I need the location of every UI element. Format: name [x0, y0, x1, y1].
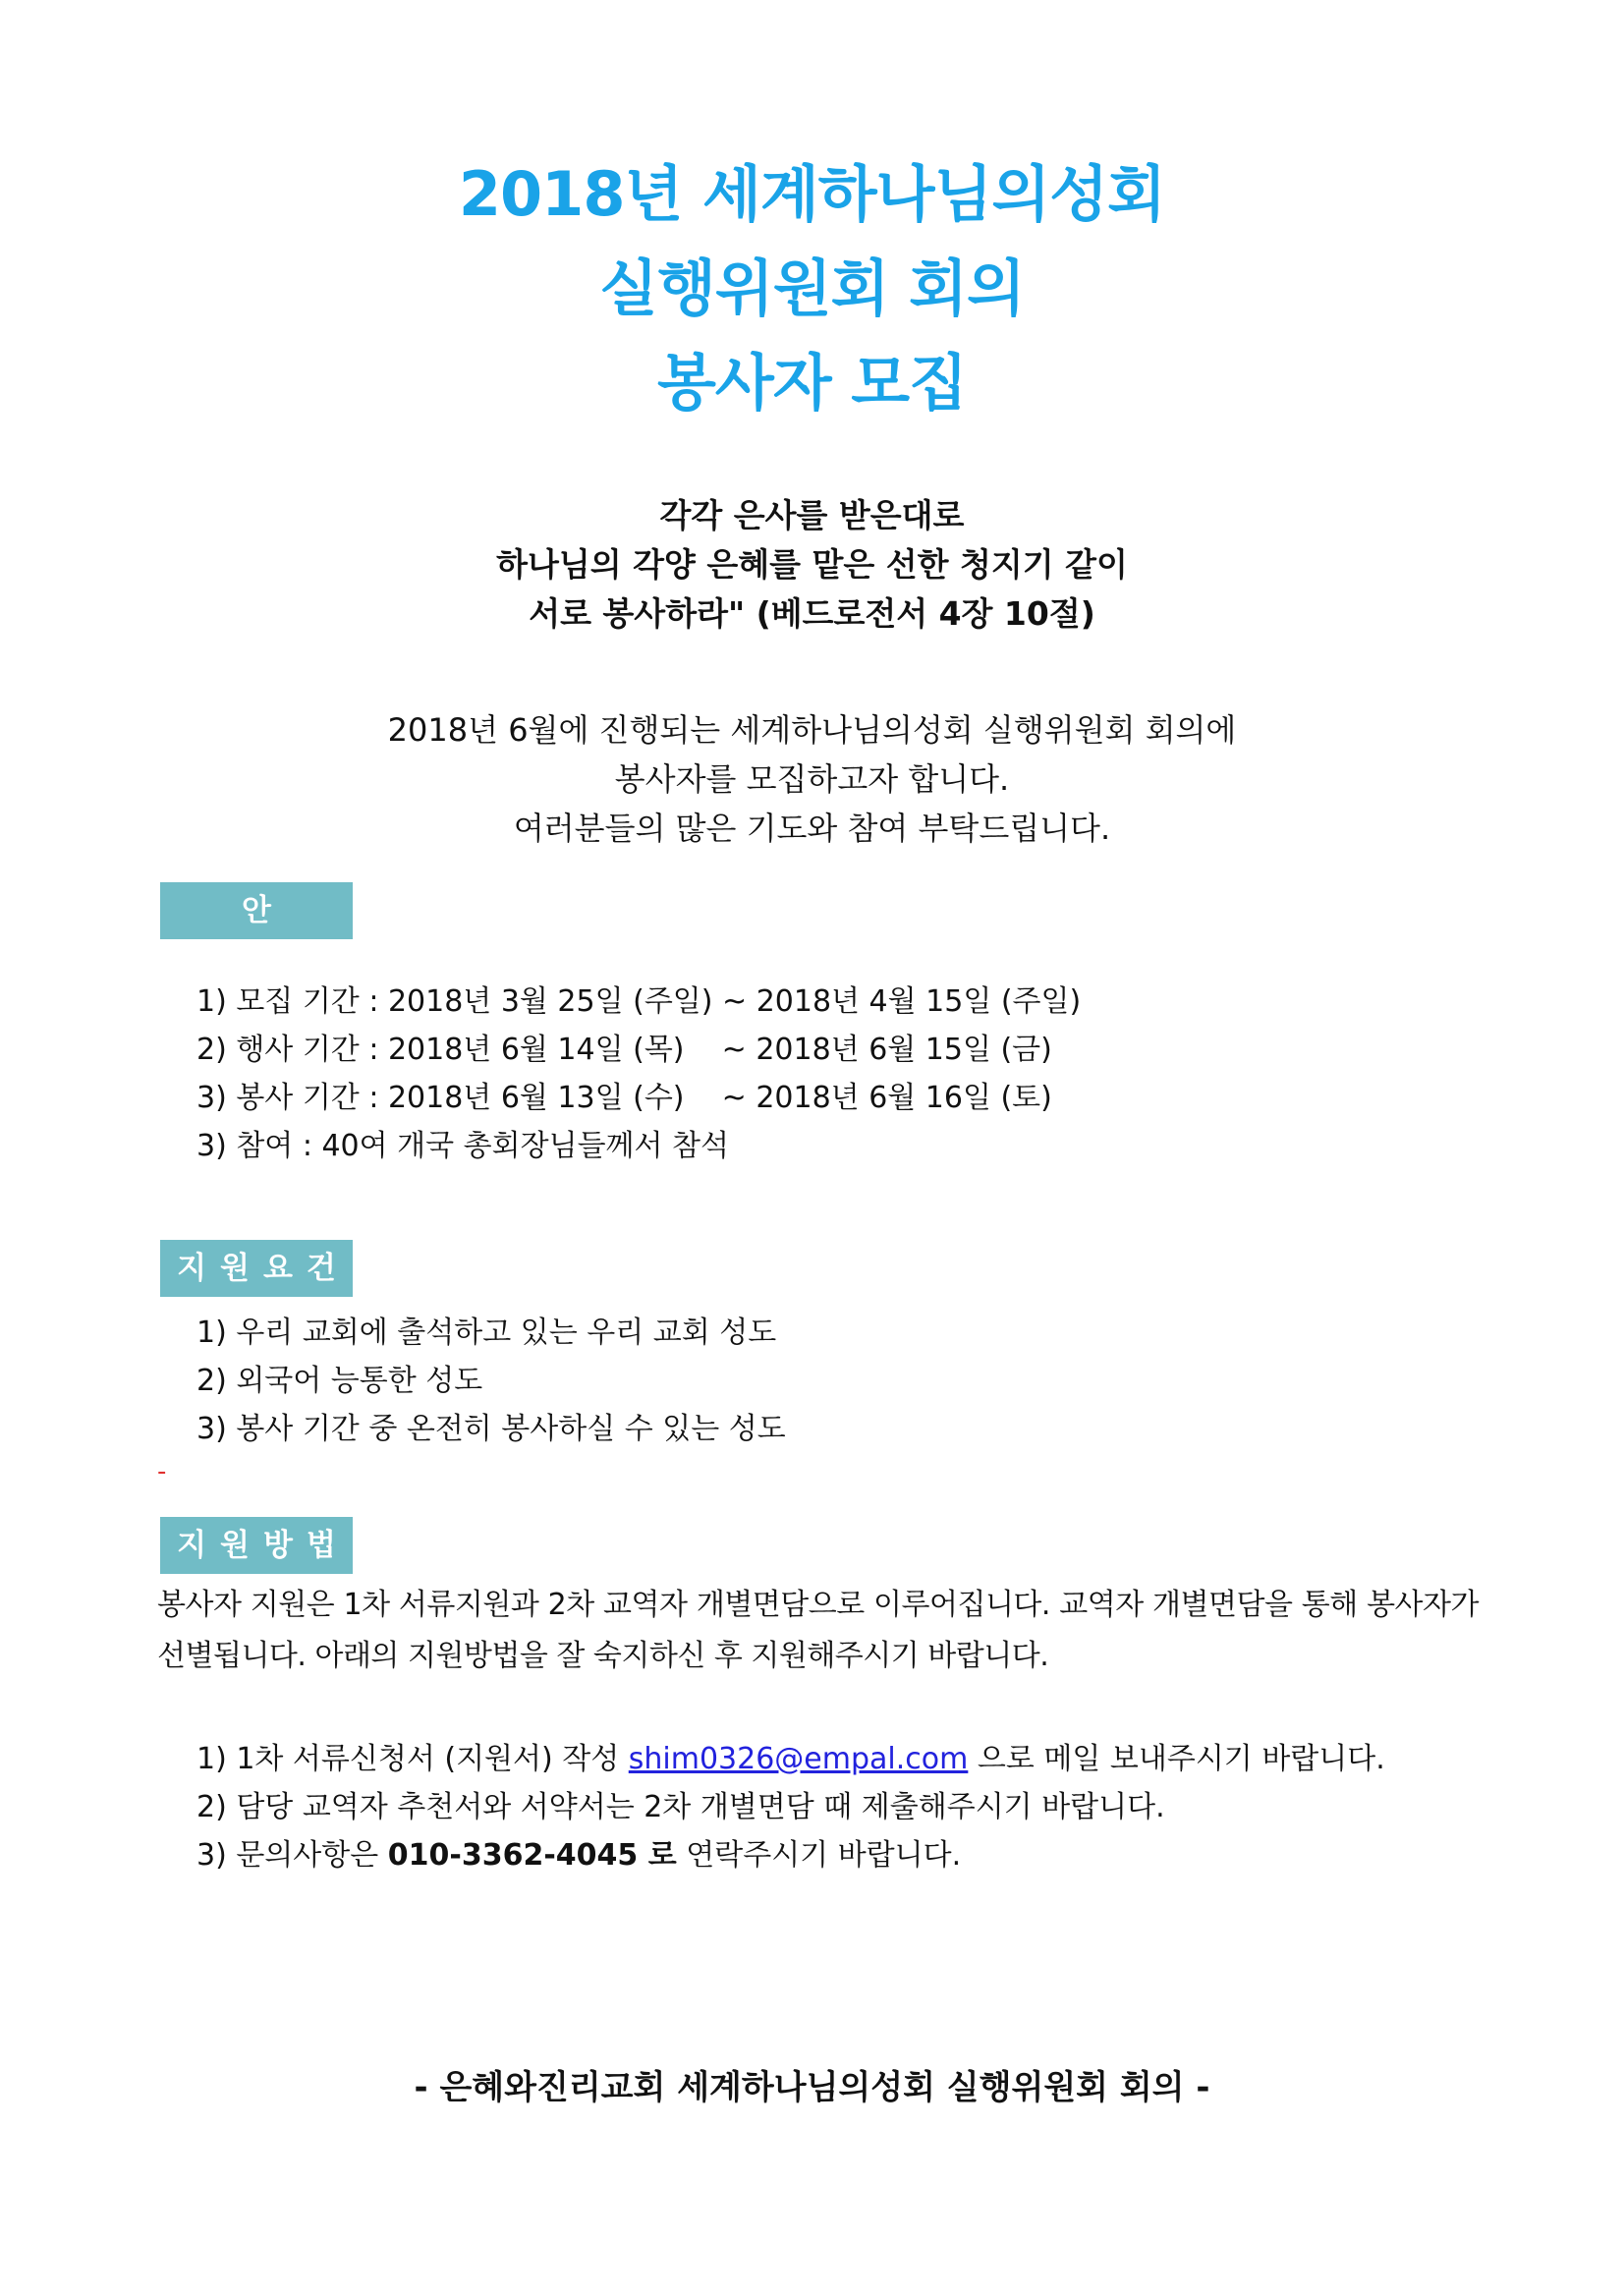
title-line-3: 봉사자 모집: [656, 347, 968, 419]
method-section-label: 지원방법: [160, 1517, 353, 1574]
title-line-1: 2018년 세계하나님의성회: [458, 158, 1166, 230]
page-title: [0, 147, 1624, 430]
method-item-1-suffix: 으로 메일 보내주시기 바랍니다.: [968, 1742, 1385, 1776]
intro-line-3: 여러분들의 많은 기도와 참여 부탁드립니다.: [513, 810, 1111, 847]
list-item: 3) 봉사 기간 중 온전히 봉사하실 수 있는 성도: [196, 1412, 786, 1446]
requirements-list: [196, 1309, 786, 1453]
method-list: [196, 1735, 1385, 1879]
info-list: [196, 978, 1081, 1170]
contact-phone: 010-3362-4045 로: [387, 1838, 677, 1873]
list-item: 1) 모집 기간 : 2018년 3월 25일 (주일) ~ 2018년 4월 15일 (주일): [196, 984, 1082, 1019]
list-item: [196, 1831, 1385, 1879]
method-item-1-prefix: 1) 1차 서류신청서 (지원서) 작성: [196, 1742, 629, 1776]
list-item: 2) 담당 교역자 추천서와 서약서는 2차 개별면담 때 제출해주시기 바랍니다.: [196, 1790, 1165, 1824]
email-link[interactable]: shim0326@empal.com: [628, 1742, 969, 1776]
bible-verse: [0, 491, 1624, 639]
intro-text: [0, 705, 1624, 853]
intro-line-2: 봉사자를 모집하고자 합니다.: [614, 760, 1010, 798]
requirements-section-label: 지원요건: [160, 1240, 353, 1297]
method-item-3-suffix: 연락주시기 바랍니다.: [676, 1838, 962, 1873]
list-item: 3) 참여 : 40여 개국 총회장님들께서 참석: [196, 1129, 730, 1163]
verse-line-3: 서로 봉사하라" (베드로전서 4장 10절): [529, 594, 1095, 633]
verse-line-2: 하나님의 각양 은혜를 맡은 선한 청지기 같이: [496, 545, 1128, 584]
list-item: 1) 우리 교회에 출석하고 있는 우리 교회 성도: [196, 1316, 777, 1350]
stray-dash-mark: -: [157, 1457, 167, 1486]
list-item: 2) 외국어 능통한 성도: [196, 1364, 483, 1398]
verse-line-1: 각각 은사를 받은대로: [659, 496, 965, 534]
info-section-label: 안 내: [160, 882, 353, 939]
method-paragraph: 봉사자 지원은 1차 서류지원과 2차 교역자 개별면담으로 이루어집니다. 교역자 개별면담을 통해 봉사자가 선별됩니다. 아래의 지원방법을 잘 숙지하신 후 지원해주시기 바랍니다.: [157, 1588, 1479, 1673]
intro-line-1: 2018년 6월에 진행되는 세계하나님의성회 실행위원회 회의에: [387, 711, 1237, 749]
list-item: 2) 행사 기간 : 2018년 6월 14일 (목) ~ 2018년 6월 15일 (금): [196, 1033, 1052, 1067]
footer-signature: - 은혜와진리교회 세계하나님의성회 실행위원회 회의 -: [414, 2068, 1210, 2107]
method-item-3-prefix: 3) 문의사항은: [196, 1838, 388, 1873]
list-item: 3) 봉사 기간 : 2018년 6월 13일 (수) ~ 2018년 6월 16일 (토): [196, 1081, 1052, 1115]
title-line-2: 실행위원회 회의: [599, 252, 1025, 324]
list-item: [196, 1735, 1385, 1783]
